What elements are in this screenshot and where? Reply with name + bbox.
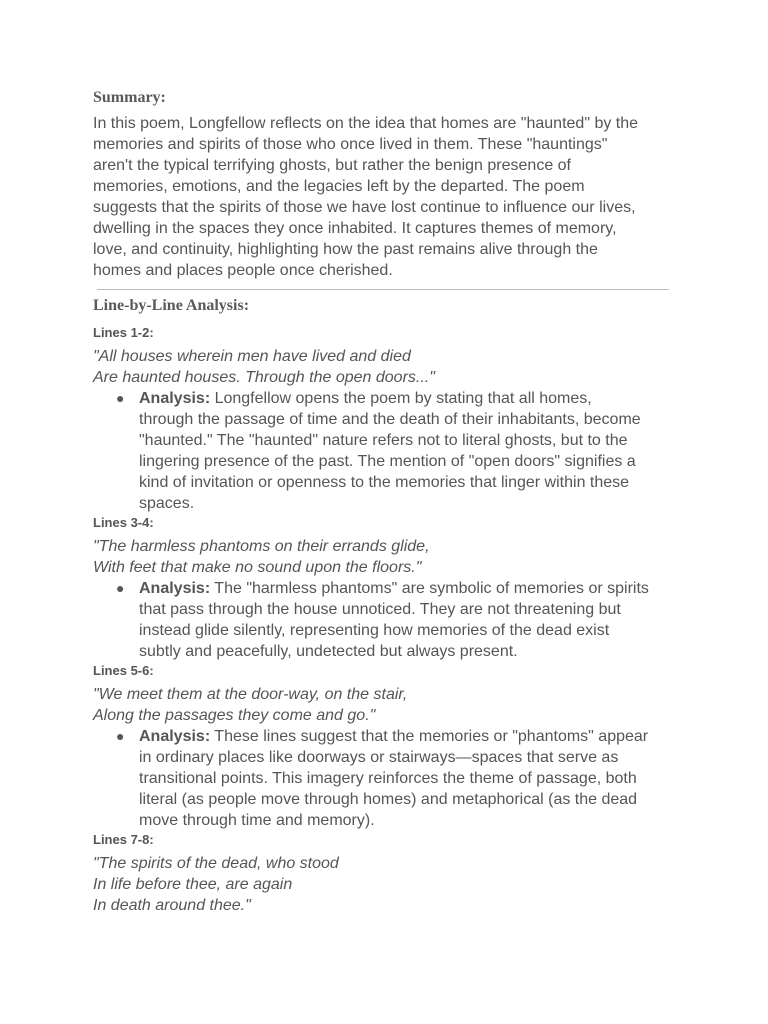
poem-quote-line: "All houses wherein men have lived and died xyxy=(93,348,411,365)
summary-line: love, and continuity, highlighting how the past remains alive through the xyxy=(93,241,598,258)
analysis-item xyxy=(93,726,683,831)
poem-quote-line: In death around thee." xyxy=(93,897,251,914)
lines-label: Lines 7-8: xyxy=(93,832,154,847)
analysis-label: Analysis: xyxy=(139,580,211,597)
analysis-text: "haunted." The "haunted" nature refers not to literal ghosts, but to the xyxy=(139,432,628,449)
summary-line: dwelling in the spaces they once inhabited. It captures themes of memory, xyxy=(93,220,617,237)
bullet-icon: ● xyxy=(116,728,125,744)
analysis-text: in ordinary places like doorways or stairways—spaces that serve as xyxy=(139,749,619,766)
poem-quote-line: With feet that make no sound upon the floors." xyxy=(93,559,422,576)
poem-quote-line: Are haunted houses. Through the open doors..." xyxy=(93,369,435,386)
analysis-list xyxy=(93,578,683,662)
summary-line: memories, emotions, and the legacies left by the departed. The poem xyxy=(93,178,585,195)
lines-label: Lines 5-6: xyxy=(93,663,154,678)
analysis-text: through the passage of time and the death of their inhabitants, become xyxy=(139,411,641,428)
analysis-list xyxy=(93,388,683,514)
analysis-text: lingering presence of the past. The mention of "open doors" signifies a xyxy=(139,453,636,470)
analysis-item xyxy=(93,578,683,662)
analysis-text: that pass through the house unnoticed. They are not threatening but xyxy=(139,601,621,618)
horizontal-divider xyxy=(97,289,669,290)
poem-quote-line: In life before thee, are again xyxy=(93,876,293,893)
poem-quote-line: "The harmless phantoms on their errands glide, xyxy=(93,538,430,555)
analysis-text: spaces. xyxy=(139,495,195,512)
summary-line: aren't the typical terrifying ghosts, but rather the benign presence of xyxy=(93,157,571,174)
analysis-heading: Line-by-Line Analysis: xyxy=(93,297,250,314)
analysis-text: The "harmless phantoms" are symbolic of memories or spirits xyxy=(210,580,649,597)
poem-quote-line: "The spirits of the dead, who stood xyxy=(93,855,339,872)
analysis-text: instead glide silently, representing how memories of the dead exist xyxy=(139,622,610,639)
analysis-section xyxy=(93,514,683,662)
analysis-text: move through time and memory). xyxy=(139,812,375,829)
lines-label: Lines 3-4: xyxy=(93,515,154,530)
document-page xyxy=(93,88,683,916)
summary-heading: Summary: xyxy=(93,89,166,106)
summary-line: homes and places people once cherished. xyxy=(93,262,393,279)
analysis-text: These lines suggest that the memories or "phantoms" appear xyxy=(210,728,649,745)
analysis-label: Analysis: xyxy=(139,390,211,407)
summary-line: In this poem, Longfellow reflects on the idea that homes are "haunted" by the xyxy=(93,115,639,132)
analysis-section xyxy=(93,324,683,514)
bullet-icon: ● xyxy=(116,390,125,406)
analysis-list xyxy=(93,726,683,831)
bullet-icon: ● xyxy=(116,580,125,596)
analysis-section xyxy=(93,662,683,831)
analysis-item xyxy=(93,388,683,514)
analysis-text: kind of invitation or openness to the memories that linger within these xyxy=(139,474,630,491)
summary-line: suggests that the spirits of those we have lost continue to influence our lives, xyxy=(93,199,636,216)
lines-label: Lines 1-2: xyxy=(93,325,154,340)
analysis-section xyxy=(93,831,683,916)
summary-paragraph xyxy=(93,113,683,281)
analysis-text: subtly and peacefully, undetected but always present. xyxy=(139,643,518,660)
analysis-label: Analysis: xyxy=(139,728,211,745)
poem-quote-line: Along the passages they come and go." xyxy=(93,707,376,724)
analysis-text: Longfellow opens the poem by stating that all homes, xyxy=(210,390,592,407)
poem-quote-line: "We meet them at the door-way, on the stair, xyxy=(93,686,408,703)
summary-line: memories and spirits of those who once lived in them. These "hauntings" xyxy=(93,136,608,153)
analysis-text: transitional points. This imagery reinforces the theme of passage, both xyxy=(139,770,637,787)
analysis-text: literal (as people move through homes) and metaphorical (as the dead xyxy=(139,791,638,808)
